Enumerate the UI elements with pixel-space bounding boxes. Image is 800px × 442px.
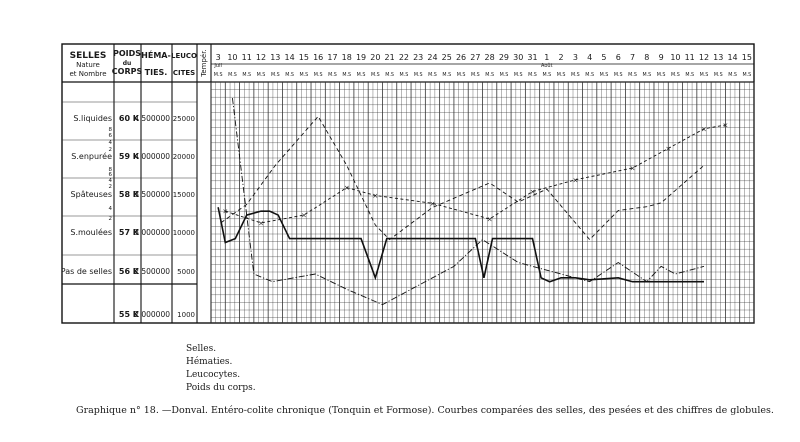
row-sub-mark: 4: [108, 206, 112, 212]
header-selles: Nature: [76, 61, 100, 69]
series-marker-x: ×: [701, 125, 707, 134]
row-sub-mark: 2: [108, 216, 112, 222]
row-label-leucocytes: 20000: [172, 153, 195, 161]
series-marker-x: ×: [572, 176, 579, 185]
chart-series: [218, 98, 728, 305]
date-label: 29: [498, 53, 510, 62]
ms-label: M.S: [613, 73, 623, 78]
legend-leucocytes: Leucocytes.: [186, 370, 241, 380]
date-label: 15: [741, 53, 752, 62]
ms-label: M.S: [628, 73, 637, 78]
header-leucocytes: LEUCO: [170, 52, 198, 60]
date-label: 13: [270, 53, 281, 62]
ms-label: M.S: [585, 73, 595, 78]
row-label-hematies: 3 500000: [134, 190, 170, 199]
ms-label: M.S: [270, 73, 280, 78]
row-label-poids: 58 K: [118, 190, 139, 199]
ms-label: M.S: [428, 73, 437, 78]
row-label-leucocytes: 15000: [172, 191, 195, 199]
series-marker-x: ×: [222, 207, 229, 216]
ms-label: M.S: [556, 73, 566, 78]
row-label-hematies: 2 500000: [134, 267, 170, 276]
row-label-poids: 57 K: [118, 228, 139, 237]
chart-grid: [211, 82, 754, 323]
date-label: 8: [644, 53, 650, 62]
date-label: 21: [384, 53, 395, 62]
legend-hematies: Hématies.: [186, 357, 233, 367]
ms-label: M.S: [485, 73, 495, 78]
ms-label: M.S: [328, 73, 337, 78]
date-label: 5: [601, 53, 607, 62]
ms-label: M.S: [656, 73, 666, 78]
row-sub-mark: 2: [108, 184, 112, 190]
row-label-hematies: 3 000000: [134, 228, 170, 237]
header-selles: SELLES: [69, 51, 107, 61]
date-label: 20: [370, 53, 381, 62]
row-label-leucocytes: 10000: [172, 229, 195, 237]
series-marker-x: ×: [300, 211, 307, 220]
ms-label: M.S: [699, 73, 709, 78]
month-mark: Juil: [214, 63, 222, 69]
ms-label: M.S: [599, 73, 609, 78]
row-sub-mark: 4: [108, 140, 112, 146]
ms-label: M.S: [728, 73, 737, 78]
ms-label: M.S: [399, 73, 409, 78]
ms-label: M.S: [285, 73, 294, 78]
date-label: 12: [255, 53, 267, 62]
ms-label: M.S: [685, 73, 695, 78]
ms-label: M.S: [528, 73, 537, 78]
legend: [186, 343, 256, 395]
date-label: 10: [670, 53, 681, 62]
header-temperature: Tempér.: [200, 49, 208, 77]
date-label: 18: [341, 53, 352, 62]
header-poids: du: [122, 60, 132, 67]
row-sub-mark: 2: [108, 147, 112, 153]
figure-caption: Graphique n° 18. —Donval. Entéro-colite chronique (Tonquin et Formose). Courbes comparées des selles, des pesées et des chiffres de globules.: [76, 405, 774, 416]
row-sub-mark: 4: [108, 178, 112, 184]
date-row: [213, 53, 752, 78]
date-label: 28: [484, 53, 495, 62]
ms-label: M.S: [242, 73, 252, 78]
ms-label: M.S: [671, 73, 680, 78]
series-line-poids-du-corps: [225, 125, 725, 223]
legend-poids: Poids du corps.: [186, 383, 256, 393]
date-label: 19: [355, 53, 367, 62]
date-label: 30: [513, 53, 524, 62]
ms-label: M.S: [356, 73, 366, 78]
header-leucocytes: CITES: [172, 69, 196, 77]
date-label: 22: [398, 53, 410, 62]
header-poids: POIDS: [112, 49, 142, 58]
ms-label: M.S: [370, 73, 380, 78]
ms-label: M.S: [299, 73, 309, 78]
date-label: 15: [298, 53, 309, 62]
series-marker-x: ×: [486, 215, 493, 224]
row-label-leucocytes: 25000: [172, 115, 195, 123]
row-label-hematies: 4 500000: [134, 114, 170, 123]
date-label: 3: [572, 53, 578, 62]
ms-label: M.S: [442, 73, 452, 78]
legend-selles: Selles.: [186, 344, 217, 354]
series-marker-x: ×: [429, 199, 436, 208]
date-label: 14: [284, 53, 295, 62]
series-marker-x: ×: [722, 121, 729, 130]
date-label: 10: [227, 53, 238, 62]
date-label: 26: [455, 53, 467, 62]
date-label: 13: [713, 53, 724, 62]
ms-label: M.S: [571, 73, 580, 78]
ms-label: M.S: [470, 73, 480, 78]
row-label-poids: 59 K: [118, 152, 139, 161]
date-label: 23: [413, 53, 424, 62]
date-label: 17: [327, 53, 338, 62]
date-label: 2: [558, 53, 564, 62]
row-label-poids: 56 K: [118, 267, 139, 276]
series-marker-x: ×: [629, 164, 636, 173]
ms-label: M.S: [542, 73, 552, 78]
ms-label: M.S: [213, 73, 223, 78]
header-poids: CORPS: [111, 67, 143, 76]
date-label: 31: [527, 53, 538, 62]
row-label-poids: 55 K: [118, 310, 139, 319]
series-line-leucocytes: [221, 116, 704, 239]
header-hematies: HÉMA-: [141, 51, 171, 60]
row-label-selles: S.moulées: [70, 228, 112, 237]
date-label: 7: [629, 53, 636, 62]
row-label-selles: S.enpurée: [71, 152, 112, 161]
date-label: 12: [698, 53, 710, 62]
ms-label: M.S: [228, 73, 237, 78]
ms-label: M.S: [513, 73, 523, 78]
header-hematies: TIES.: [144, 68, 168, 77]
date-label: 14: [727, 53, 738, 62]
date-label: 25: [441, 53, 452, 62]
date-label: 11: [684, 53, 695, 62]
date-label: 11: [241, 53, 252, 62]
ms-label: M.S: [256, 73, 266, 78]
series-line-selles: [218, 207, 704, 281]
date-label: 27: [470, 53, 481, 62]
row-sub-mark: 8: [108, 127, 112, 133]
ms-label: M.S: [713, 73, 723, 78]
row-label-poids: 60 K: [118, 114, 139, 123]
date-label: 16: [313, 53, 324, 62]
row-label-hematies: 2 000000: [134, 310, 170, 319]
ms-label: M.S: [413, 73, 423, 78]
header-selles: et Nombre: [69, 70, 107, 78]
row-sub-mark: 8: [108, 167, 112, 173]
row-sub-mark: 6: [108, 172, 112, 178]
ms-label: M.S: [456, 73, 466, 78]
ms-label: M.S: [642, 73, 652, 78]
row-sub-mark: 6: [108, 133, 112, 139]
ms-label: M.S: [342, 73, 352, 78]
month-mark: Août: [541, 63, 553, 69]
date-label: 4: [587, 53, 593, 62]
ms-label: M.S: [385, 73, 394, 78]
ms-label: M.S: [499, 73, 509, 78]
date-label: 6: [615, 53, 621, 62]
series-marker-x: ×: [665, 144, 672, 153]
row-label-selles: Pas de selles: [60, 267, 112, 276]
ms-label: M.S: [313, 73, 323, 78]
date-label: 3: [215, 53, 221, 62]
row-label-leucocytes: 5000: [177, 268, 195, 276]
date-label: 24: [427, 53, 438, 62]
row-label-selles: Spâteuses: [70, 190, 112, 199]
series-marker-x: ×: [529, 188, 536, 197]
ms-label: M.S: [742, 73, 752, 78]
row-label-selles: S.liquides: [73, 114, 112, 123]
series-marker-x: ×: [343, 184, 350, 193]
row-label-hematies: 4 000000: [134, 152, 170, 161]
row-label-leucocytes: 1000: [177, 311, 195, 319]
date-label: 9: [658, 53, 664, 62]
date-label: 1: [544, 53, 550, 62]
series-marker-x: ×: [372, 191, 379, 200]
series-marker-x: ×: [258, 219, 264, 228]
